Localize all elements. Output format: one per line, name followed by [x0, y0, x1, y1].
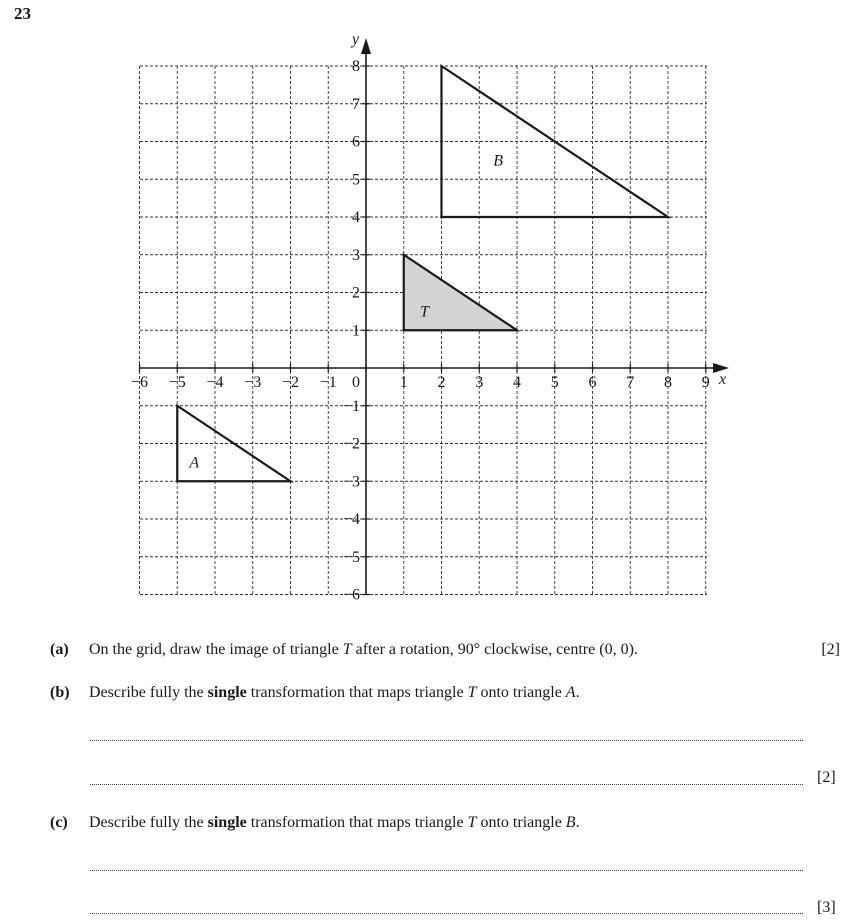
- part-a-text: On the grid, draw the image of triangle T after a rotation, 90° clockwise, centre (0, 0).: [89, 641, 638, 658]
- part-b-answer-line-1[interactable]: [90, 740, 803, 741]
- part-b-marks: [2]: [817, 769, 836, 786]
- y-tick-label: 5: [352, 171, 360, 189]
- x-tick-label: −2: [281, 374, 300, 391]
- y-tick-label: 7: [352, 95, 360, 113]
- x-tick-label: −6: [130, 374, 149, 391]
- part-c-text: Describe fully the single transformation that maps triangle T onto triangle B.: [89, 814, 580, 831]
- part-c-letter: (c): [50, 814, 68, 831]
- y-tick-label: 2: [352, 284, 360, 302]
- y-tick-label: 6: [352, 133, 360, 151]
- part-b-answer-line-2[interactable]: [90, 784, 803, 785]
- origin-label: 0: [352, 374, 360, 391]
- x-tick-label: −1: [319, 374, 337, 391]
- x-tick-label: 5: [550, 374, 559, 391]
- y-tick-label: −6: [342, 586, 360, 604]
- part-a-marks: [2]: [821, 641, 840, 658]
- x-tick-label: −5: [168, 374, 186, 391]
- part-b-text: Describe fully the single transformation that maps triangle T onto triangle A.: [89, 684, 580, 701]
- part-c-answer-line-1[interactable]: [90, 870, 803, 871]
- x-tick-label: −3: [244, 374, 262, 391]
- y-tick-label: 4: [352, 209, 360, 226]
- question-number: 23: [14, 4, 31, 23]
- triangle-t-label: T: [420, 303, 429, 321]
- x-tick-label: 4: [513, 374, 521, 391]
- triangle-b-label: B: [493, 152, 504, 170]
- y-tick-label: −5: [342, 548, 360, 566]
- x-tick-label: 6: [588, 374, 597, 391]
- part-c-marks: [3]: [817, 899, 836, 916]
- x-axis-label: x: [719, 371, 727, 388]
- triangle-a-label: A: [189, 454, 200, 472]
- y-tick-label: −1: [342, 397, 360, 415]
- x-tick-label: −4: [206, 374, 224, 391]
- part-a-letter: (a): [50, 641, 69, 658]
- y-tick-label: −3: [342, 473, 360, 491]
- y-axis-arrow-icon: [361, 38, 371, 54]
- x-tick-label: 7: [626, 374, 635, 391]
- y-tick-label: 3: [352, 246, 360, 264]
- y-tick-label: −2: [342, 435, 360, 453]
- y-axis-label: y: [352, 31, 360, 48]
- y-tick-label: −4: [342, 511, 360, 528]
- x-tick-label: 1: [399, 374, 408, 391]
- y-tick-label: 8: [352, 58, 360, 75]
- x-tick-label: 3: [475, 374, 484, 391]
- x-tick-label: 8: [664, 374, 672, 391]
- triangles: [177, 66, 668, 481]
- part-b-letter: (b): [50, 684, 70, 701]
- x-tick-label: 2: [437, 374, 446, 391]
- x-tick-label: 9: [701, 374, 710, 391]
- y-tick-label: 1: [352, 322, 360, 340]
- part-c-answer-line-2[interactable]: [90, 913, 803, 914]
